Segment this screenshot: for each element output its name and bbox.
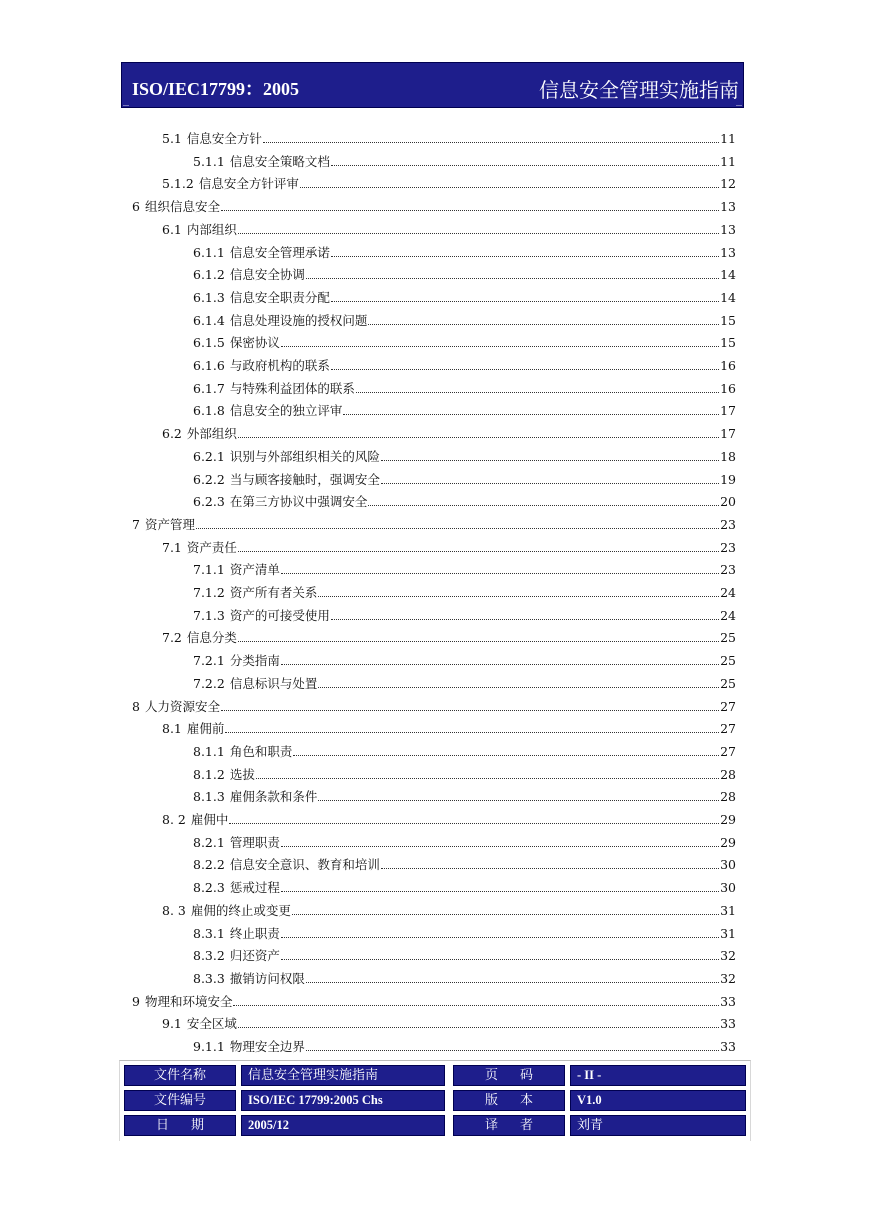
toc-leader-dots xyxy=(331,300,719,302)
toc-entry-title: 信息安全协调 xyxy=(229,267,305,283)
toc-entry-title: 信息标识与处置 xyxy=(229,675,318,691)
toc-leader-dots xyxy=(233,1004,719,1006)
toc-entry-page: 23 xyxy=(720,562,736,578)
toc-entry-title: 信息安全的独立评审 xyxy=(229,403,343,419)
toc-entry-page: 32 xyxy=(720,948,736,964)
toc-entry-page: 27 xyxy=(720,743,736,759)
toc-entry-number: 8.1.1 xyxy=(193,743,225,759)
toc-entry[interactable] xyxy=(193,465,736,487)
toc-entry-title: 资产责任 xyxy=(186,539,237,555)
toc-entry-title: 终止职责 xyxy=(229,925,280,941)
toc-entry[interactable] xyxy=(162,419,736,441)
toc-leader-dots xyxy=(318,595,719,597)
toc-leader-dots xyxy=(318,799,719,801)
toc-entry-title: 当与顾客接触时，强调安全 xyxy=(229,471,380,487)
toc-entry-title: 角色和职责 xyxy=(229,743,293,759)
toc-entry-number: 7.2 xyxy=(162,630,182,646)
toc-leader-dots xyxy=(381,867,719,869)
toc-entry-number: 9.1.1 xyxy=(193,1039,225,1054)
toc-entry-page: 23 xyxy=(720,539,736,555)
toc-entry[interactable] xyxy=(193,351,736,373)
toc-leader-dots xyxy=(281,572,719,574)
toc-entry-page: 15 xyxy=(720,335,736,351)
toc-entry-page: 20 xyxy=(720,494,736,510)
document-title: 信息安全管理实施指南 xyxy=(539,78,739,102)
date-label: 日期 xyxy=(124,1115,236,1136)
toc-entry-number: 6.1.4 xyxy=(193,312,225,328)
toc-entry-number: 6.1.8 xyxy=(193,403,225,419)
toc-entry-number: 8.1.2 xyxy=(193,766,225,782)
toc-entry-number: 6.1.7 xyxy=(193,380,225,396)
toc-entry-title: 人力资源安全 xyxy=(144,698,220,714)
toc-entry-title: 与特殊利益团体的联系 xyxy=(229,380,355,396)
standard-id: ISO/IEC17799：2005 xyxy=(132,79,300,99)
version-label: 版本 xyxy=(453,1090,565,1111)
toc-entry-number: 8. 3 xyxy=(162,902,186,918)
toc-entry-page: 18 xyxy=(720,448,736,464)
toc-entry-page: 30 xyxy=(720,880,736,896)
toc-entry-title: 信息安全管理承诺 xyxy=(229,244,330,260)
toc-entry-number: 7.1.3 xyxy=(193,607,225,623)
doc-name-value: 信息安全管理实施指南 xyxy=(241,1065,445,1086)
toc-entry-title: 外部组织 xyxy=(186,426,237,442)
toc-entry[interactable] xyxy=(193,737,736,759)
toc-leader-dots xyxy=(292,913,719,915)
toc-entry-number: 5.1 xyxy=(162,131,182,146)
toc-entry-page: 16 xyxy=(720,380,736,396)
toc-leader-dots xyxy=(238,436,719,438)
toc-entry-title: 惩戒过程 xyxy=(229,880,280,896)
toc-entry-number: 8.2.2 xyxy=(193,857,225,873)
toc-entry-page: 30 xyxy=(720,857,736,873)
toc-leader-dots xyxy=(368,504,719,506)
toc-entry-title: 信息安全方针 xyxy=(186,131,262,146)
toc-leader-dots xyxy=(318,686,719,688)
toc-entry-number: 7 xyxy=(132,516,140,532)
toc-entry-page: 13 xyxy=(720,244,736,260)
toc-entry-title: 在第三方协议中强调安全 xyxy=(229,494,368,510)
translator-label: 译者 xyxy=(453,1115,565,1136)
toc-entry-page: 19 xyxy=(720,471,736,487)
toc-entry-number: 7.1 xyxy=(162,539,182,555)
toc-entry-page: 14 xyxy=(720,289,736,305)
toc-entry-number: 8. 2 xyxy=(162,812,186,827)
toc-entry-title: 与政府机构的联系 xyxy=(229,358,330,373)
toc-entry-page: 13 xyxy=(720,199,736,215)
toc-entry-number: 6.1.6 xyxy=(193,358,225,373)
toc-entry-title: 撤销访问权限 xyxy=(229,970,305,986)
toc-leader-dots xyxy=(306,277,719,279)
toc-entry[interactable] xyxy=(162,623,736,645)
toc-entry[interactable] xyxy=(162,1009,736,1031)
toc-leader-dots xyxy=(281,936,719,938)
toc-entry-title: 资产的可接受使用 xyxy=(229,607,330,623)
toc-entry-number: 8 xyxy=(132,698,140,714)
toc-entry-page: 17 xyxy=(720,403,736,419)
toc-entry[interactable] xyxy=(162,124,736,146)
toc-entry[interactable] xyxy=(193,601,736,623)
toc-leader-dots xyxy=(281,958,719,960)
toc-entry-number: 9.1 xyxy=(162,1016,182,1032)
toc-entry-page: 14 xyxy=(720,267,736,283)
toc-entry-title: 资产清单 xyxy=(229,562,280,578)
toc-entry[interactable] xyxy=(162,215,736,237)
toc-entry[interactable] xyxy=(193,964,736,986)
toc-leader-dots xyxy=(331,164,719,166)
toc-entry-title: 信息处理设施的授权问题 xyxy=(229,312,368,328)
toc-entry[interactable] xyxy=(162,896,736,918)
toc-entry-number: 6.2.2 xyxy=(193,471,225,487)
toc-leader-dots xyxy=(306,1049,719,1051)
toc-entry-page: 24 xyxy=(720,585,736,600)
toc-leader-dots xyxy=(229,822,719,824)
toc-leader-dots xyxy=(368,323,719,325)
toc-entry[interactable] xyxy=(193,941,736,963)
toc-entry-page: 27 xyxy=(720,698,736,714)
toc-entry-title: 内部组织 xyxy=(186,221,237,237)
toc-entry[interactable] xyxy=(193,919,736,941)
toc-entry[interactable] xyxy=(193,782,736,804)
toc-leader-dots xyxy=(281,663,719,665)
toc-entry-number: 8.3.1 xyxy=(193,925,225,941)
toc-entry-title: 信息安全意识、教育和培训 xyxy=(229,857,380,873)
toc-entry-title: 雇佣的终止或变更 xyxy=(190,902,291,918)
toc-entry-title: 保密协议 xyxy=(229,335,280,351)
toc-entry[interactable] xyxy=(193,646,736,668)
toc-entry-title: 组织信息安全 xyxy=(144,199,220,215)
date-value: 2005/12 xyxy=(241,1115,445,1136)
toc-entry-title: 信息安全职责分配 xyxy=(229,289,330,305)
toc-entry[interactable] xyxy=(193,396,736,418)
toc-entry[interactable] xyxy=(132,987,736,1009)
toc-entry-page: 32 xyxy=(720,970,736,986)
toc-leader-dots xyxy=(300,186,719,188)
toc-entry[interactable] xyxy=(193,1032,736,1054)
toc-entry-page: 27 xyxy=(720,721,736,737)
toc-entry-page: 11 xyxy=(720,131,736,146)
toc-entry-title: 安全区域 xyxy=(186,1016,237,1032)
toc-entry-number: 6.2 xyxy=(162,426,182,442)
toc-entry-number: 6.2.1 xyxy=(193,448,225,464)
toc-entry[interactable] xyxy=(193,442,736,464)
toc-entry-number: 6.1.3 xyxy=(193,289,225,305)
toc-entry-title: 雇佣前 xyxy=(186,721,225,737)
toc-entry-page: 25 xyxy=(720,630,736,646)
toc-entry-number: 8.3.3 xyxy=(193,970,225,986)
toc-entry-page: 11 xyxy=(720,153,736,169)
toc-entry[interactable] xyxy=(193,873,736,895)
toc-entry[interactable] xyxy=(193,555,736,577)
toc-entry-number: 7.2.2 xyxy=(193,675,225,691)
toc-entry[interactable] xyxy=(193,487,736,509)
page-label: 页码 xyxy=(453,1065,565,1086)
toc-entry-number: 8.1.3 xyxy=(193,789,225,805)
toc-entry-title: 识别与外部组织相关的风险 xyxy=(229,448,380,464)
toc-leader-dots xyxy=(343,413,719,415)
toc-entry-page: 23 xyxy=(720,516,736,532)
translator-value: 刘青 xyxy=(570,1115,746,1136)
toc-leader-dots xyxy=(238,640,719,642)
toc-entry-page: 28 xyxy=(720,789,736,805)
toc-leader-dots xyxy=(221,709,719,711)
doc-no-label: 文件编号 xyxy=(124,1090,236,1111)
toc-entry[interactable] xyxy=(193,760,736,782)
page-value: - II - xyxy=(570,1065,746,1086)
toc-leader-dots xyxy=(196,527,719,529)
toc-leader-dots xyxy=(281,890,719,892)
toc-entry-page: 33 xyxy=(720,1039,736,1054)
toc-entry-number: 5.1.1 xyxy=(193,153,225,169)
toc-leader-dots xyxy=(263,141,719,143)
toc-entry[interactable] xyxy=(162,169,736,191)
toc-entry-number: 6.1.2 xyxy=(193,267,225,283)
toc-entry-page: 16 xyxy=(720,358,736,373)
toc-entry-page: 25 xyxy=(720,675,736,691)
toc-leader-dots xyxy=(331,255,719,257)
toc-entry-page: 25 xyxy=(720,653,736,669)
toc-leader-dots xyxy=(331,368,719,370)
toc-entry[interactable] xyxy=(193,306,736,328)
toc-entry-title: 信息分类 xyxy=(186,630,237,646)
toc-leader-dots xyxy=(256,777,719,779)
page-header xyxy=(121,62,744,108)
toc-entry[interactable] xyxy=(193,147,736,169)
toc-entry-title: 雇佣条款和条件 xyxy=(229,789,318,805)
toc-entry[interactable] xyxy=(193,260,736,282)
toc-entry-number: 8.3.2 xyxy=(193,948,225,964)
toc-entry-page: 31 xyxy=(720,902,736,918)
toc-entry-title: 归还资产 xyxy=(229,948,280,964)
toc-entry-page: 12 xyxy=(720,176,736,192)
toc-entry-number: 8.2.1 xyxy=(193,834,225,850)
toc-entry-page: 13 xyxy=(720,221,736,237)
toc-entry-page: 15 xyxy=(720,312,736,328)
toc-entry-page: 29 xyxy=(720,812,736,827)
toc-entry[interactable] xyxy=(132,192,736,214)
toc-entry-number: 6.1.1 xyxy=(193,244,225,260)
toc-entry-number: 8.2.3 xyxy=(193,880,225,896)
toc-entry[interactable] xyxy=(193,283,736,305)
toc-entry-number: 6.2.3 xyxy=(193,494,225,510)
toc-entry-page: 17 xyxy=(720,426,736,442)
toc-leader-dots xyxy=(238,1026,719,1028)
toc-entry-title: 信息安全策略文档 xyxy=(229,153,330,169)
toc-entry-title: 雇佣中 xyxy=(190,812,229,827)
toc-entry-number: 7.1.1 xyxy=(193,562,225,578)
toc-entry-number: 7.2.1 xyxy=(193,653,225,669)
toc-entry[interactable] xyxy=(162,533,736,555)
toc-entry-page: 33 xyxy=(720,993,736,1009)
toc-entry-title: 选拔 xyxy=(229,766,255,782)
toc-entry-page: 29 xyxy=(720,834,736,850)
toc-leader-dots xyxy=(221,209,719,211)
toc-leader-dots xyxy=(306,981,719,983)
header-corner-mark xyxy=(736,105,742,106)
toc-entry[interactable] xyxy=(193,828,736,850)
toc-entry-title: 物理安全边界 xyxy=(229,1039,305,1054)
toc-entry-number: 6.1.5 xyxy=(193,335,225,351)
toc-entry[interactable] xyxy=(162,805,736,827)
toc-leader-dots xyxy=(238,232,719,234)
toc-entry[interactable] xyxy=(193,328,736,350)
toc-entry-title: 资产所有者关系 xyxy=(229,585,318,600)
toc-entry-number: 5.1.2 xyxy=(162,176,194,192)
document-info-footer xyxy=(119,1060,751,1141)
toc-entry-page: 28 xyxy=(720,766,736,782)
toc-entry[interactable] xyxy=(132,692,736,714)
toc-entry-number: 8.1 xyxy=(162,721,182,737)
toc-leader-dots xyxy=(281,345,719,347)
toc-entry[interactable] xyxy=(193,669,736,691)
toc-leader-dots xyxy=(238,550,719,552)
toc-entry[interactable] xyxy=(193,850,736,872)
toc-entry-number: 7.1.2 xyxy=(193,585,225,600)
toc-entry-title: 资产管理 xyxy=(144,516,195,532)
toc-entry-number: 9 xyxy=(132,993,140,1009)
header-corner-mark xyxy=(123,105,129,106)
toc-leader-dots xyxy=(356,391,719,393)
toc-leader-dots xyxy=(293,754,719,756)
toc-entry-title: 物理和环境安全 xyxy=(144,993,233,1009)
toc-entry[interactable] xyxy=(193,374,736,396)
toc-leader-dots xyxy=(331,618,719,620)
toc-entry-number: 6 xyxy=(132,199,140,215)
doc-no-value: ISO/IEC 17799:2005 Chs xyxy=(241,1090,445,1111)
version-value: V1.0 xyxy=(570,1090,746,1111)
toc-leader-dots xyxy=(281,845,719,847)
doc-name-label: 文件名称 xyxy=(124,1065,236,1086)
toc-leader-dots xyxy=(381,459,719,461)
toc-leader-dots xyxy=(225,731,719,733)
toc-entry[interactable] xyxy=(193,578,736,600)
toc-leader-dots xyxy=(381,482,719,484)
toc-entry[interactable] xyxy=(162,714,736,736)
toc-entry[interactable] xyxy=(132,510,736,532)
toc-entry-page: 24 xyxy=(720,607,736,623)
toc-entry-title: 分类指南 xyxy=(229,653,280,669)
toc-entry-page: 33 xyxy=(720,1016,736,1032)
toc-entry-page: 31 xyxy=(720,925,736,941)
toc-entry-number: 6.1 xyxy=(162,221,182,237)
toc-entry-title: 信息安全方针评审 xyxy=(198,176,299,192)
toc-entry-title: 管理职责 xyxy=(229,834,280,850)
toc-entry[interactable] xyxy=(193,238,736,260)
